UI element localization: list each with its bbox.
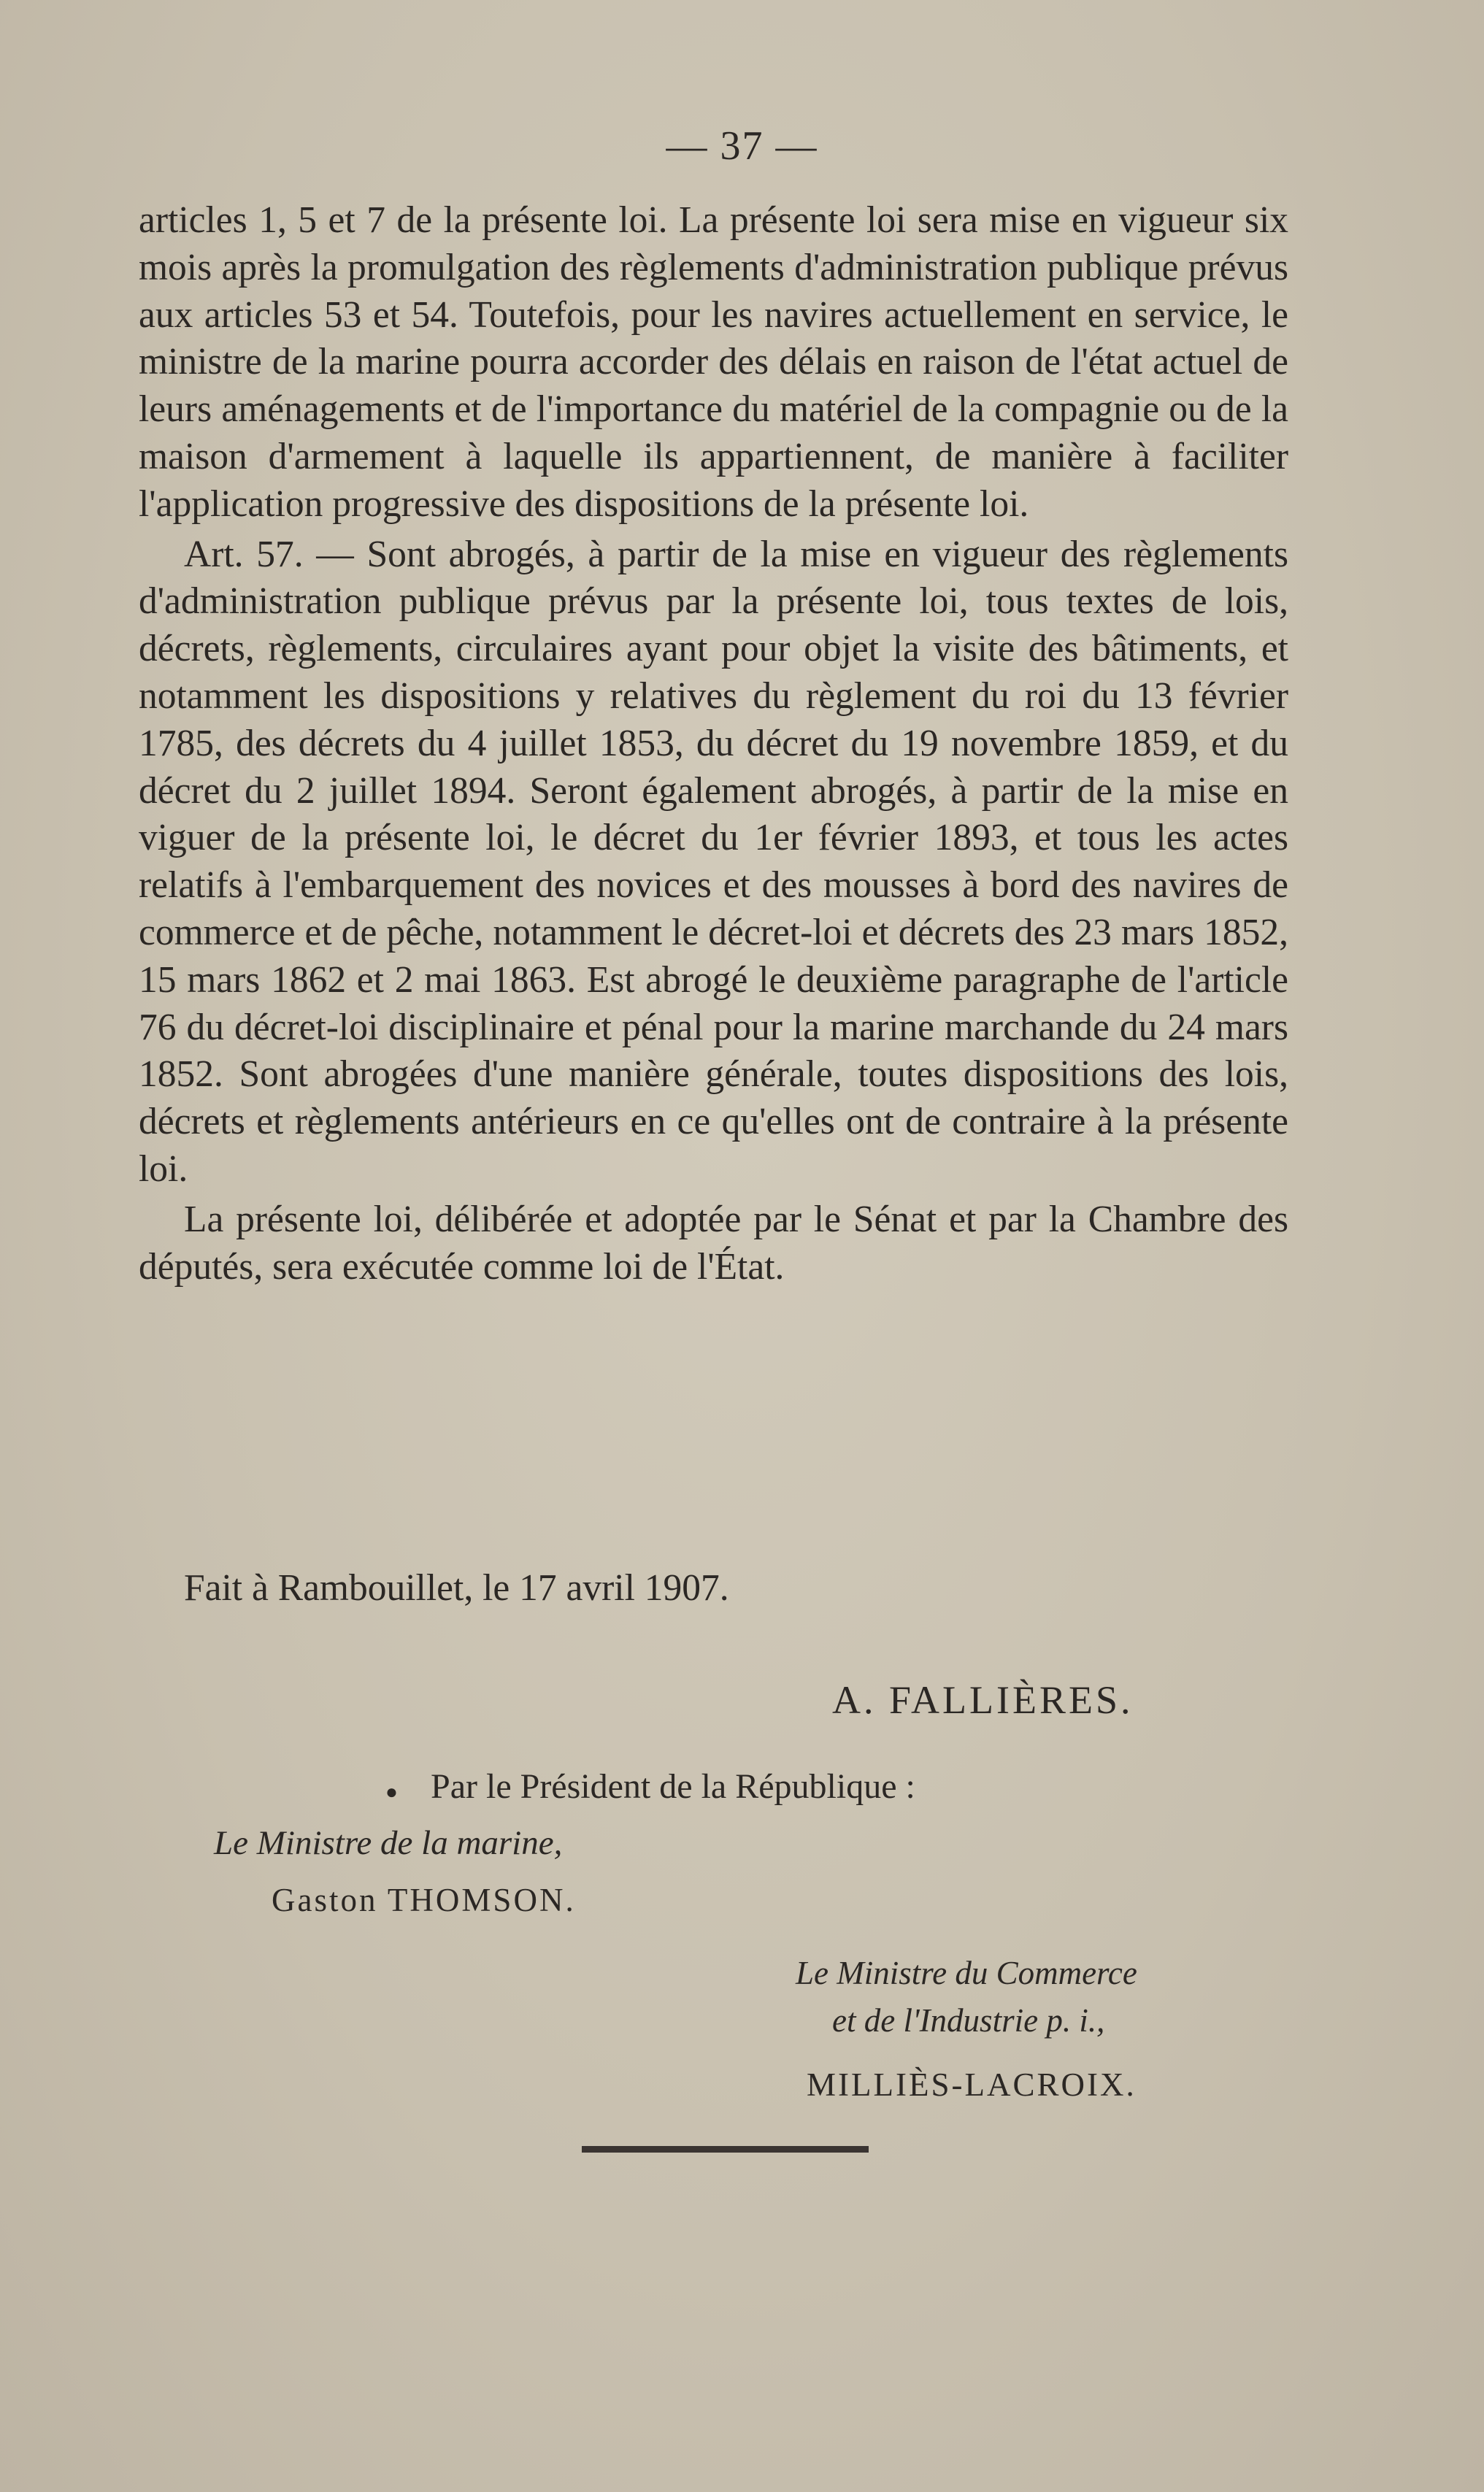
dot-mark: ● (385, 1781, 398, 1804)
page-number: — 37 — (666, 123, 818, 169)
paragraph-continuation: articles 1, 5 et 7 de la présente loi. La présente loi sera mise en vigueur six mois après la promulgation des règlements d'administration publique prévus aux articles 53 et 54. Toutefois, pour les navires actuellement en service, le ministre de la marine pourra accorder des délais en raison de l'état actuel de leurs aménagements et de l'importance du matériel de la compagnie ou de la maison d'armement à laquelle ils appartiennent, de manière à faciliter l'application progressive des dispositions de la présente loi. (139, 199, 1288, 525)
minister-marine-title: Le Ministre de la marine, (214, 1824, 563, 1862)
president-signature: A. FALLIÈRES. (832, 1678, 1134, 1722)
minister-marine-name: Gaston THOMSON. (272, 1882, 576, 1918)
minister-commerce-title-line1: Le Ministre du Commerce (796, 1955, 1137, 1991)
fait-line: Fait à Rambouillet, le 17 avril 1907. (184, 1567, 729, 1609)
end-rule-divider (582, 2146, 869, 2153)
minister-commerce-name: MILLIÈS-LACROIX. (807, 2066, 1137, 2103)
body-text (139, 197, 1288, 1293)
paragraph-adoption: La présente loi, délibérée et adoptée par le Sénat et par la Chambre des députés, sera exécutée comme loi de l'État. (139, 1198, 1288, 1288)
minister-commerce-title-line2: et de l'Industrie p. i., (832, 2002, 1105, 2039)
paragraph-article-57: Art. 57. — Sont abrogés, à partir de la mise en vigueur des règlements d'administration publique prévus par la présente loi, tous textes de lois, décrets, règlements, circulaires ayant pour objet la visite des bâtiments, et notamment les dispositions y relatives du règlement du roi du 13 février 1785, des décrets du 4 juillet 1853, du décret du 19 novembre 1859, et du décret du 2 juillet 1894. Seront également abrogés, à partir de la mise en viguer de la présente loi, le décret du 1er février 1893, et tous les actes relatifs à l'embarquement des novices et des mousses à bord des navires de commerce et de pêche, notamment le décret-loi et décrets des 23 mars 1852, 15 mars 1862 et 2 mai 1863. Est abrogé le deuxième paragraphe de l'article 76 du décret-loi disciplinaire et pénal pour la marine marchande du 24 mars 1852. Sont abrogées d'une manière générale, toutes dispositions des lois, décrets et règlements antérieurs en ce qu'elles ont de contraire à la présente loi. (139, 533, 1288, 1190)
par-le-president-line: Par le Président de la République : (431, 1767, 915, 1806)
